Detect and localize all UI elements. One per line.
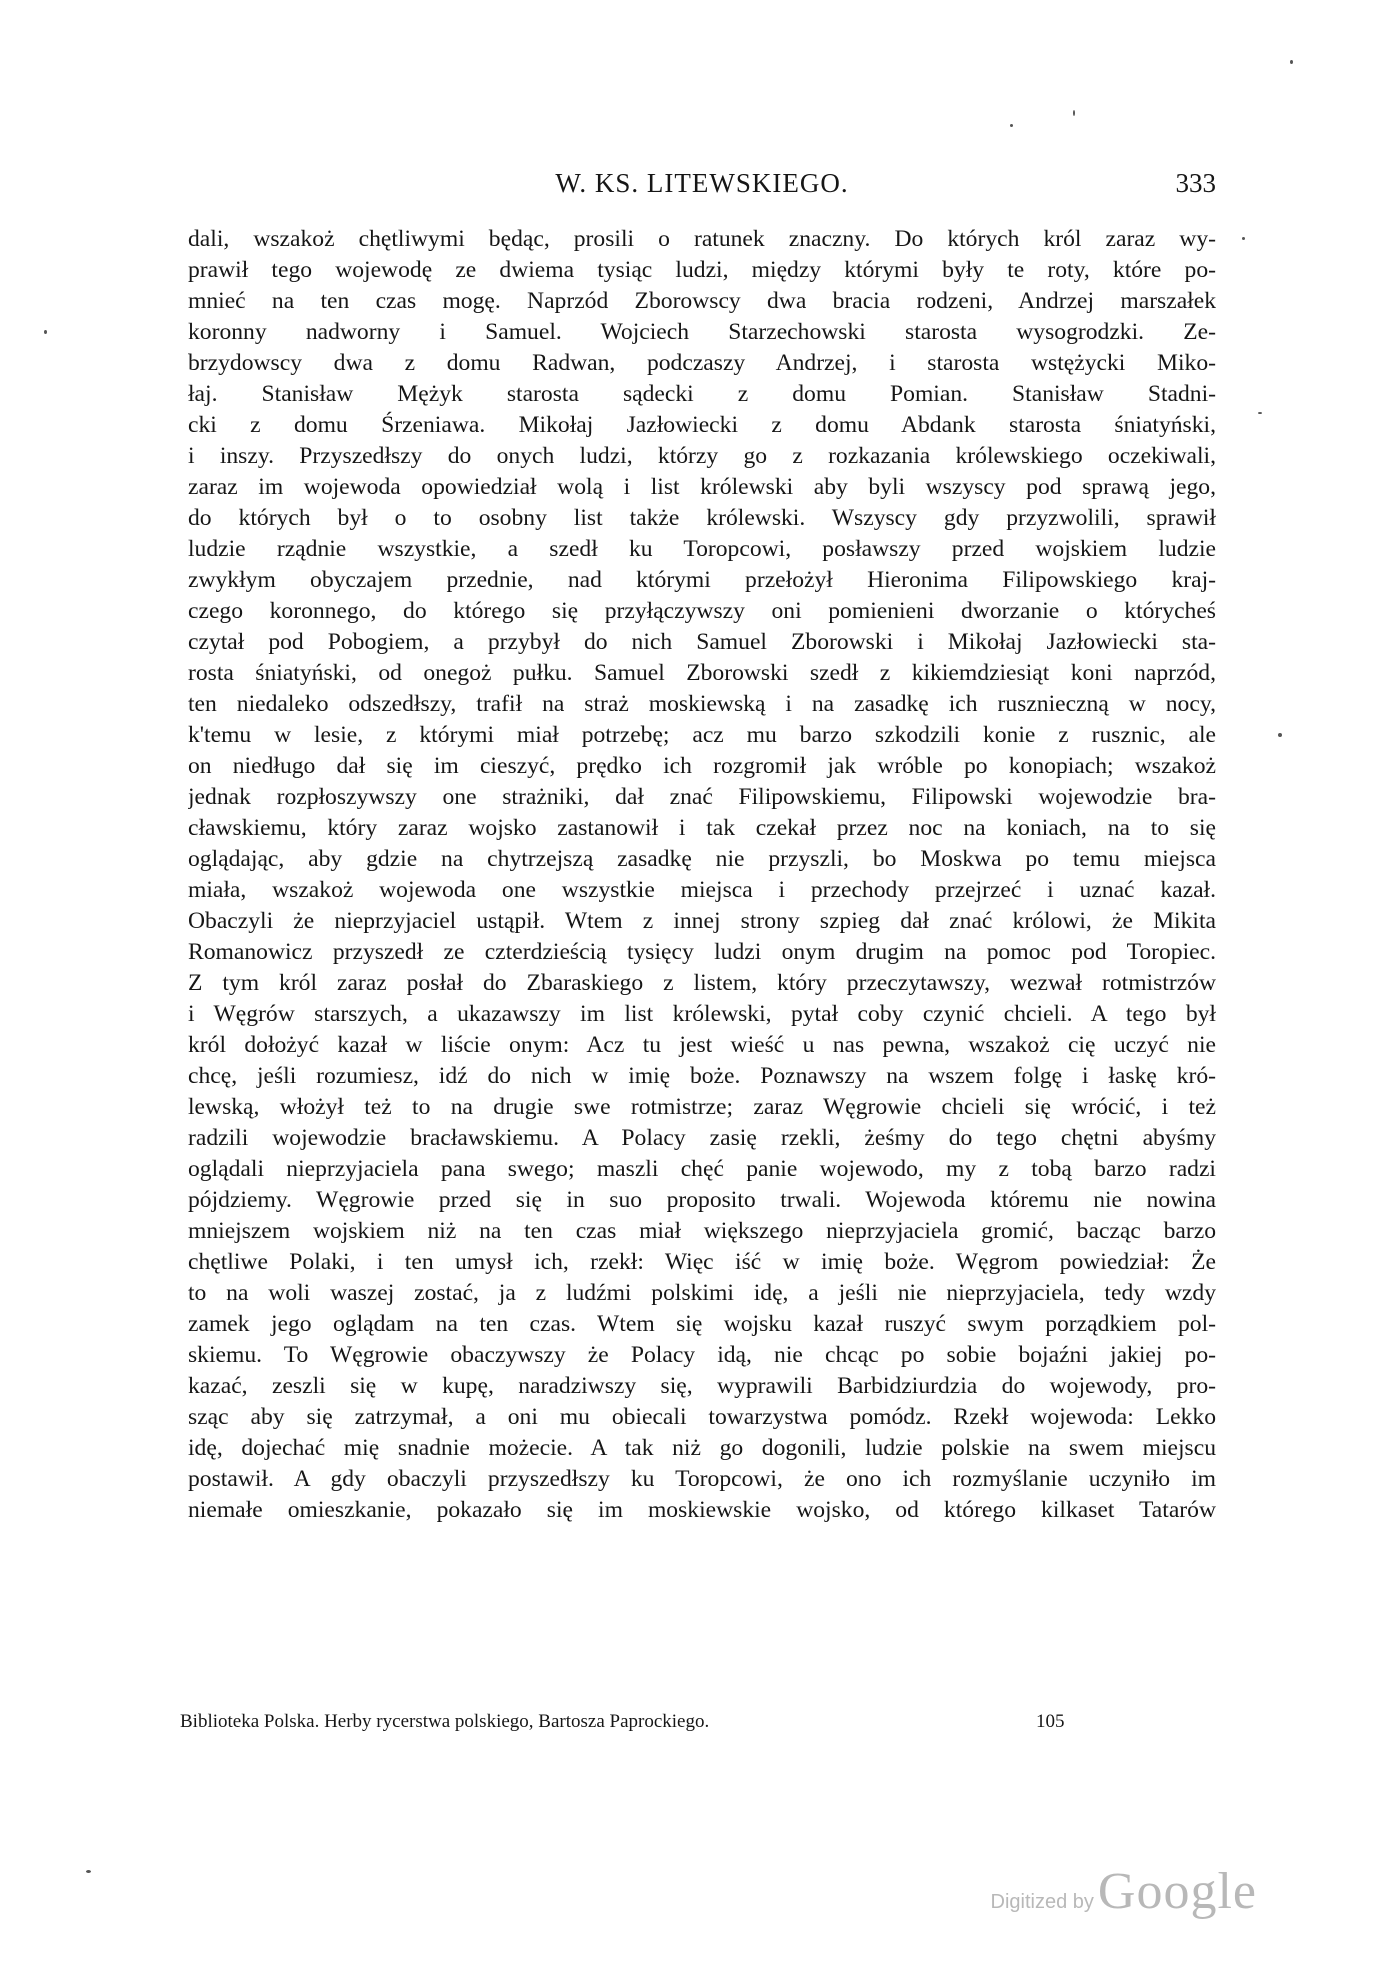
page-footer bbox=[180, 1711, 1065, 1741]
text-line: czytał pod Pobogiem, a przybył do nich Samuel Zborowski i Mikołaj Jazłowiecki sta- bbox=[188, 629, 1216, 655]
text-line: on niedługo dał się im cieszyć, prędko ich rozgromił jak wróble po konopiach; wszakoż bbox=[188, 753, 1216, 779]
watermark-prefix: Digitized by bbox=[990, 1891, 1094, 1913]
footer-text: Biblioteka Polska. Herby rycerstwa polskiego, Bartosza Paprockiego. bbox=[180, 1711, 710, 1732]
scan-speck bbox=[1073, 110, 1075, 116]
text-line: niemałe omieszkanie, pokazało się im moskiewskie wojsko, od którego kilkaset Tatarów bbox=[188, 1497, 1216, 1523]
scan-speck bbox=[1258, 412, 1262, 414]
text-line: cki z domu Śrzeniawa. Mikołaj Jazłowiecki z domu Abdank starosta śniatyński, bbox=[188, 412, 1216, 438]
text-line: łaj. Stanisław Mężyk starosta sądecki z domu Pomian. Stanisław Stadni- bbox=[188, 381, 1216, 407]
text-line: i Węgrów starszych, a ukazawszy im list królewski, pytał coby czynić chcieli. A tego był bbox=[188, 1001, 1216, 1027]
text-line: chętliwe Polaki, i ten umysł ich, rzekł: Więc iść w imię boże. Węgrom powiedział: Że bbox=[188, 1249, 1216, 1275]
text-line: ten niedaleko odszedłszy, trafił na straż moskiewską i na zasadkę ich rusznieczną w nocy, bbox=[188, 691, 1216, 717]
text-line: ludzie rządnie wszystkie, a szedł ku Toropcowi, posławszy przed wojskiem ludzie bbox=[188, 536, 1216, 562]
text-line: chcę, jeśli rozumiesz, idź do nich w imię boże. Poznawszy na wszem folgę i łaskę kró- bbox=[188, 1063, 1216, 1089]
running-head bbox=[188, 168, 1216, 208]
text-line: oglądając, aby gdzie na chytrzejszą zasadkę nie przyszli, bo Moskwa po temu miejsca bbox=[188, 846, 1216, 872]
text-line: Obaczyli że nieprzyjaciel ustąpił. Wtem z innej strony szpieg dał znać królowi, że Mikita bbox=[188, 908, 1216, 934]
text-line: król dołożyć kazał w liście onym: Acz tu jest wieść u nas pewna, wszakoż cię uczyć nie bbox=[188, 1032, 1216, 1058]
scan-speck bbox=[1290, 60, 1293, 64]
text-line: Romanowicz przyszedł ze czterdzieścią tysięcy ludzi onym drugim na pomoc pod Toropiec. bbox=[188, 939, 1216, 965]
text-line: sząc aby się zatrzymał, a oni mu obiecali towarzystwa pomódz. Rzekł wojewoda: Lekko bbox=[188, 1404, 1216, 1430]
text-line: skiemu. To Węgrowie obaczywszy że Polacy idą, nie chcąc po sobie bojaźni jakiej po- bbox=[188, 1342, 1216, 1368]
text-line: jednak rozpłoszywszy one strażniki, dał znać Filipowskiemu, Filipowski wojewodzie bra- bbox=[188, 784, 1216, 810]
scan-speck bbox=[44, 330, 47, 334]
text-line: czego koronnego, do którego się przyłączywszy oni pomienieni dworzanie o którycheś bbox=[188, 598, 1216, 624]
text-line: lewską, włożył też to na drugie swe rotmistrze; zaraz Węgrowie chcieli się wrócić, i też bbox=[188, 1094, 1216, 1120]
text-line: zwykłym obyczajem przednie, nad którymi przełożył Hieronima Filipowskiego kraj- bbox=[188, 567, 1216, 593]
text-line: kazać, zeszli się w kupę, naradziwszy się, wyprawili Barbidziurdzia do wojewody, pro- bbox=[188, 1373, 1216, 1399]
text-line: brzydowscy dwa z domu Radwan, podczaszy Andrzej, i starosta wstężycki Miko- bbox=[188, 350, 1216, 376]
text-line: i inszy. Przyszedłszy do onych ludzi, którzy go z rozkazania królewskiego oczekiwali, bbox=[188, 443, 1216, 469]
scan-speck bbox=[1278, 733, 1282, 737]
google-logo: Google bbox=[1097, 1863, 1257, 1920]
text-line: k'temu w lesie, z którymi miał potrzebę; acz mu barzo szkodzili konie z rusznic, ale bbox=[188, 722, 1216, 748]
scan-speck bbox=[1242, 237, 1245, 240]
text-line: do których był o to osobny list także królewski. Wszyscy gdy przyzwolili, sprawił bbox=[188, 505, 1216, 531]
body-text bbox=[188, 224, 1216, 1526]
sheet-number: 105 bbox=[1036, 1711, 1065, 1732]
text-line: zamek jego oglądam na ten czas. Wtem się wojsku kazał ruszyć swym porządkiem pol- bbox=[188, 1311, 1216, 1337]
page-number: 333 bbox=[1175, 168, 1216, 198]
running-title: W. KS. LITEWSKIEGO. bbox=[555, 168, 849, 198]
text-line: mnieć na ten czas mogę. Naprzód Zborowscy dwa bracia rodzeni, Andrzej marszałek bbox=[188, 288, 1216, 314]
text-line: prawił tego wojewodę ze dwiema tysiąc ludzi, między którymi były te roty, które po- bbox=[188, 257, 1216, 283]
text-line: zaraz im wojewoda opowiedział wolą i list królewski aby byli wszyscy pod sprawą jego, bbox=[188, 474, 1216, 500]
text-line: radzili wojewodzie bracławskiemu. A Polacy zasię rzekli, żeśmy do tego chętni abyśmy bbox=[188, 1125, 1216, 1151]
text-line: pójdziemy. Węgrowie przed się in suo proposito trwali. Wojewoda któremu nie nowina bbox=[188, 1187, 1216, 1213]
text-line: postawił. A gdy obaczyli przyszedłszy ku Toropcowi, że ono ich rozmyślanie uczyniło im bbox=[188, 1466, 1216, 1492]
text-line: mniejszem wojskiem niż na ten czas miał większego nieprzyjaciela gromić, bacząc barzo bbox=[188, 1218, 1216, 1244]
text-line: dali, wszakoż chętliwymi będąc, prosili o ratunek znaczny. Do których król zaraz wy- bbox=[188, 226, 1216, 252]
text-line: cławskiemu, który zaraz wojsko zastanowił i tak czekał przez noc na koniach, na to się bbox=[188, 815, 1216, 841]
text-line: rosta śniatyński, od onegoż pułku. Samuel Zborowski szedł z kikiemdziesiąt koni naprzód, bbox=[188, 660, 1216, 686]
text-line: miała, wszakoż wojewoda one wszystkie miejsca i przechody przejrzeć i uznać kazał. bbox=[188, 877, 1216, 903]
text-line: idę, dojechać mię snadnie możecie. A tak niż go dogonili, ludzie polskie na swem miejscu bbox=[188, 1435, 1216, 1461]
scan-speck bbox=[86, 1870, 91, 1873]
digitized-watermark bbox=[991, 1862, 1257, 1922]
text-line: oglądali nieprzyjaciela pana swego; maszli chęć panie wojewodo, my z tobą barzo radzi bbox=[188, 1156, 1216, 1182]
text-line: koronny nadworny i Samuel. Wojciech Starzechowski starosta wysogrodzki. Ze- bbox=[188, 319, 1216, 345]
text-line: Z tym król zaraz posłał do Zbaraskiego z listem, który przeczytawszy, wezwał rotmistrzów bbox=[188, 970, 1216, 996]
text-line: to na woli waszej zostać, ja z ludźmi polskimi idę, a jeśli nie nieprzyjaciela, tedy wzdy bbox=[188, 1280, 1216, 1306]
scan-speck bbox=[1010, 124, 1013, 127]
